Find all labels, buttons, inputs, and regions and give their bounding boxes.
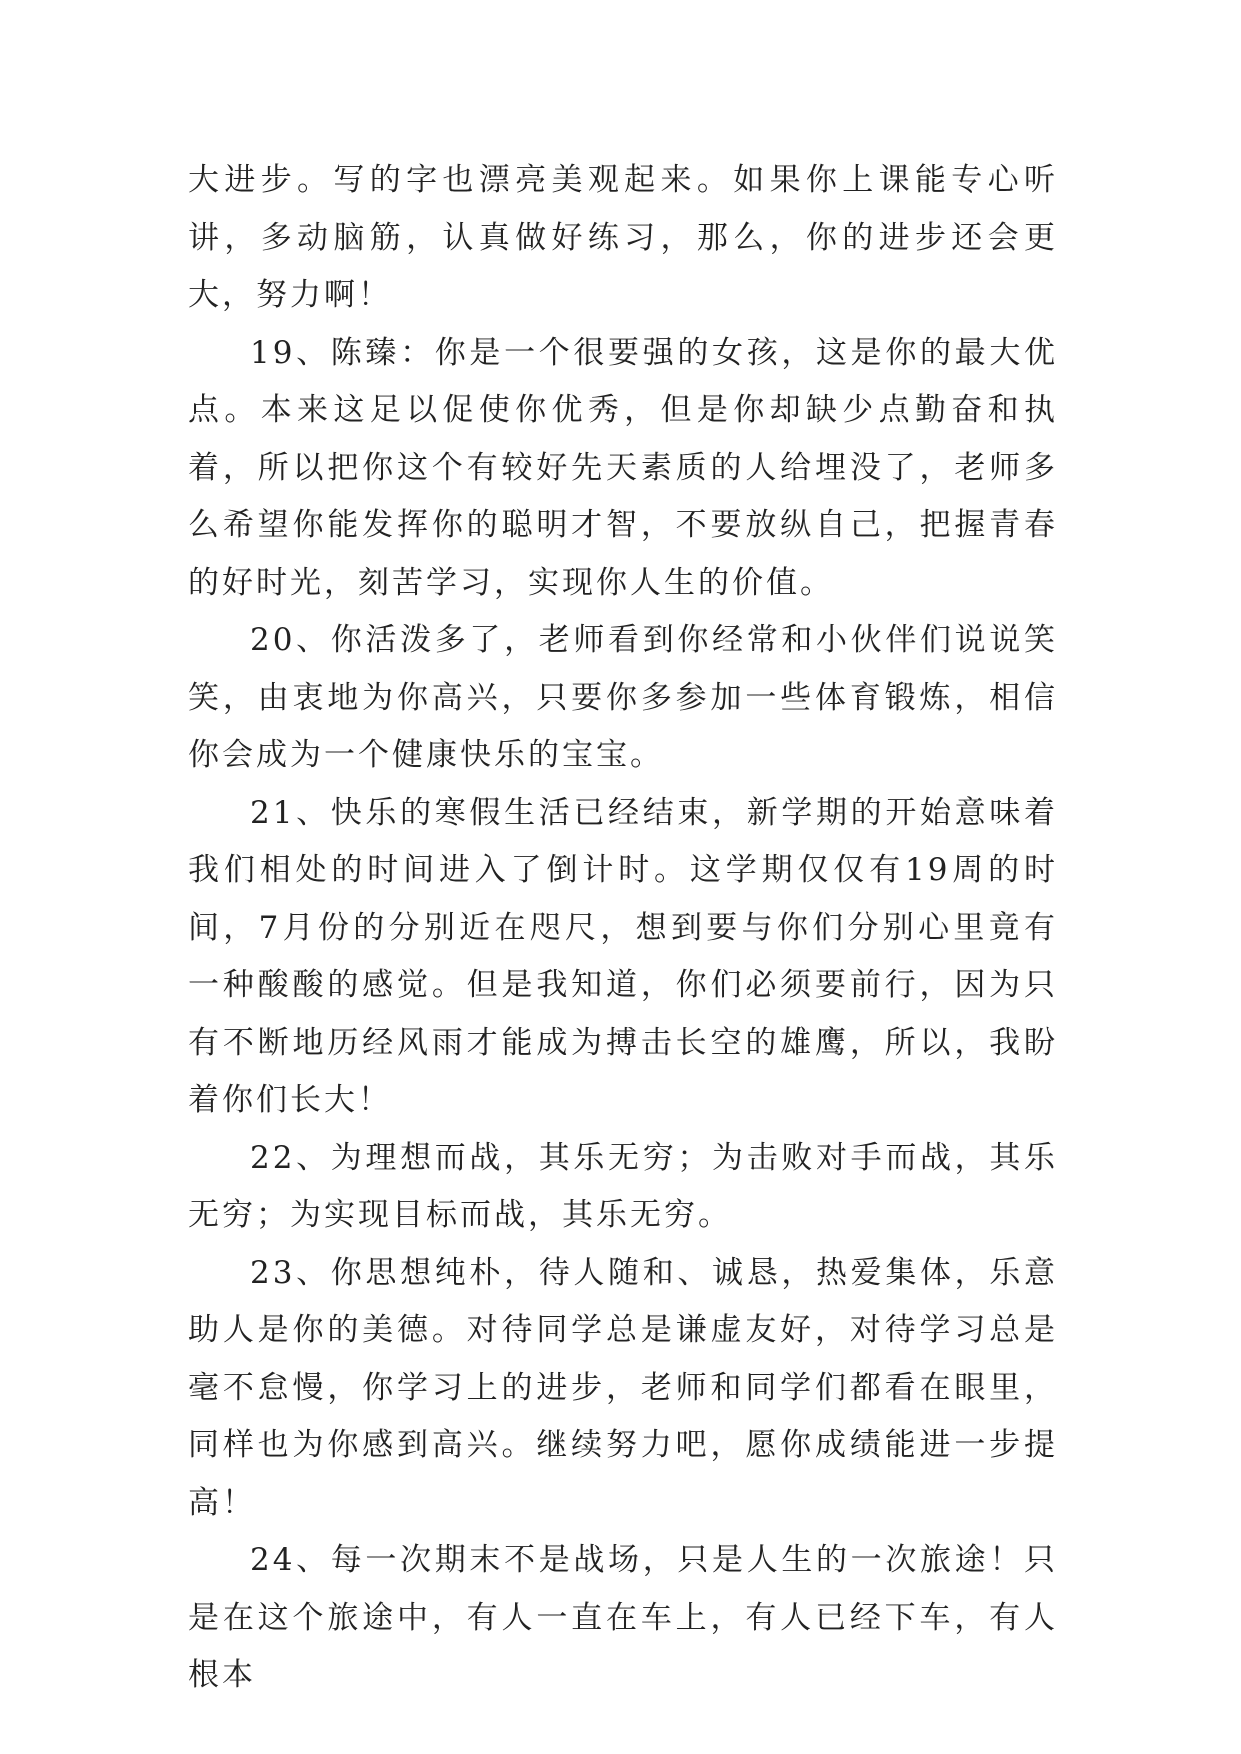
paragraph: 23、你思想纯朴，待人随和、诚恳，热爱集体，乐意助人是你的美德。对待同学总是谦虚友好，对待学习总是毫不怠慢，你学习上的进步，老师和同学们都看在眼里，同样也为你感到高兴。继续努力吧，愿你成绩能进一步提高！ [188,1254,1058,1521]
document-body [188,152,1058,1705]
paragraph: 22、为理想而战，其乐无穷；为击败对手而战，其乐无穷；为实现目标而战，其乐无穷。 [188,1139,1058,1233]
paragraph: 19、陈臻：你是一个很要强的女孩，这是你的最大优点。本来这足以促使你优秀，但是你却缺少点勤奋和执着，所以把你这个有较好先天素质的人给埋没了，老师多么希望你能发挥你的聪明才智，不要放纵自己，把握青春的好时光，刻苦学习，实现你人生的价值。 [188,334,1058,601]
paragraph: 21、快乐的寒假生活已经结束，新学期的开始意味着我们相处的时间进入了倒计时。这学期仅仅有19周的时间，7月份的分别近在咫尺，想到要与你们分别心里竟有一种酸酸的感觉。但是我知道，你们必须要前行，因为只有不断地历经风雨才能成为搏击长空的雄鹰，所以，我盼着你们长大！ [188,794,1058,1118]
paragraph: 20、你活泼多了，老师看到你经常和小伙伴们说说笑笑，由衷地为你高兴，只要你多参加一些体育锻炼，相信你会成为一个健康快乐的宝宝。 [188,622,1058,773]
paragraph: 大进步。写的字也漂亮美观起来。如果你上课能专心听讲，多动脑筋，认真做好练习，那么，你的进步还会更大，努力啊！ [188,162,1058,313]
paragraph: 24、每一次期末不是战场，只是人生的一次旅途！只是在这个旅途中，有人一直在车上，有人已经下车，有人根本 [188,1542,1058,1693]
